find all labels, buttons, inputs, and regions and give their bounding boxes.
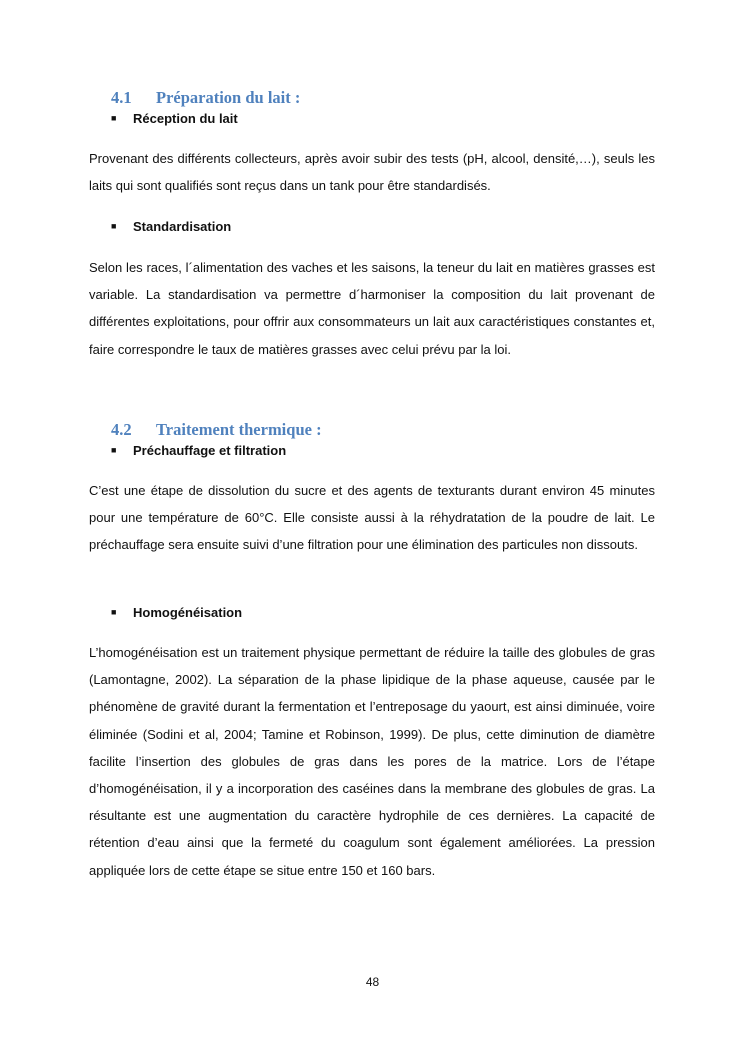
subsection-heading-standardisation <box>111 219 231 234</box>
section-number: 4.2 <box>111 420 132 439</box>
subsection-title: Réception du lait <box>133 111 238 126</box>
bullet-square-icon: ■ <box>111 221 117 231</box>
subsection-heading-homogeneisation <box>111 605 242 620</box>
section-number: 4.1 <box>111 88 132 107</box>
subsection-title: Homogénéisation <box>133 605 243 620</box>
section-title: Préparation du lait : <box>156 88 301 107</box>
section-heading-4-2 <box>111 420 322 440</box>
paragraph-reception: Provenant des différents collecteurs, après avoir subir des tests (pH, alcool, densité,…), seuls les laits qui sont qualifiés sont reçus dans un tank pour être standardisés. <box>89 151 655 194</box>
paragraph-prechauffage: C’est une étape de dissolution du sucre et des agents de texturants durant environ 45 minutes pour une température de 60°C. Elle consiste aussi à la réhydratation de la poudre de lait. Le préchauffage sera ensuite suivi d’une filtration pour une élimination des particules non dissouts. <box>89 483 655 553</box>
section-title: Traitement thermique : <box>156 420 322 439</box>
subsection-title: Standardisation <box>133 219 232 234</box>
bullet-square-icon: ■ <box>111 445 117 455</box>
subsection-heading-reception <box>111 111 238 126</box>
paragraph-homogeneisation: L’homogénéisation est un traitement physique permettant de réduire la taille des globules de gras (Lamontagne, 2002). La séparation de la phase lipidique de la phase aqueuse, causée par le phénomène de gravité durant la fermentation et l’entreposage du yaourt, est ainsi diminuée, voire éliminée (Sodini et al, 2004; Tamine et Robinson, 1999). De plus, cette diminution de diamètre facilite l’insertion des globules de gras dans les pores de la matrice. Lors de l’étape d’homogénéisation, il y a incorporation des caséines dans la membrane des globules de gras. La résultante est une augmentation du caractère hydrophile de ces dernières. La capacité de rétention d’eau ainsi que la fermeté du coagulum sont également améliorées. La pression appliquée lors de cette étape se situe entre 150 et 160 bars. <box>89 645 655 878</box>
bullet-square-icon: ■ <box>111 607 117 617</box>
bullet-square-icon: ■ <box>111 113 117 123</box>
section-heading-4-1 <box>111 88 300 108</box>
paragraph-standardisation: Selon les races, l´alimentation des vaches et les saisons, la teneur du lait en matières grasses est variable. La standardisation va permettre d´harmoniser la composition du lait provenant de différentes exploitations, pour offrir aux consommateurs un lait aux caractéristiques constantes et, faire correspondre le taux de matières grasses avec celui prévu par la loi. <box>89 260 655 357</box>
subsection-title: Préchauffage et filtration <box>133 443 287 458</box>
subsection-heading-prechauffage <box>111 443 286 458</box>
page-number: 48 <box>365 975 380 989</box>
